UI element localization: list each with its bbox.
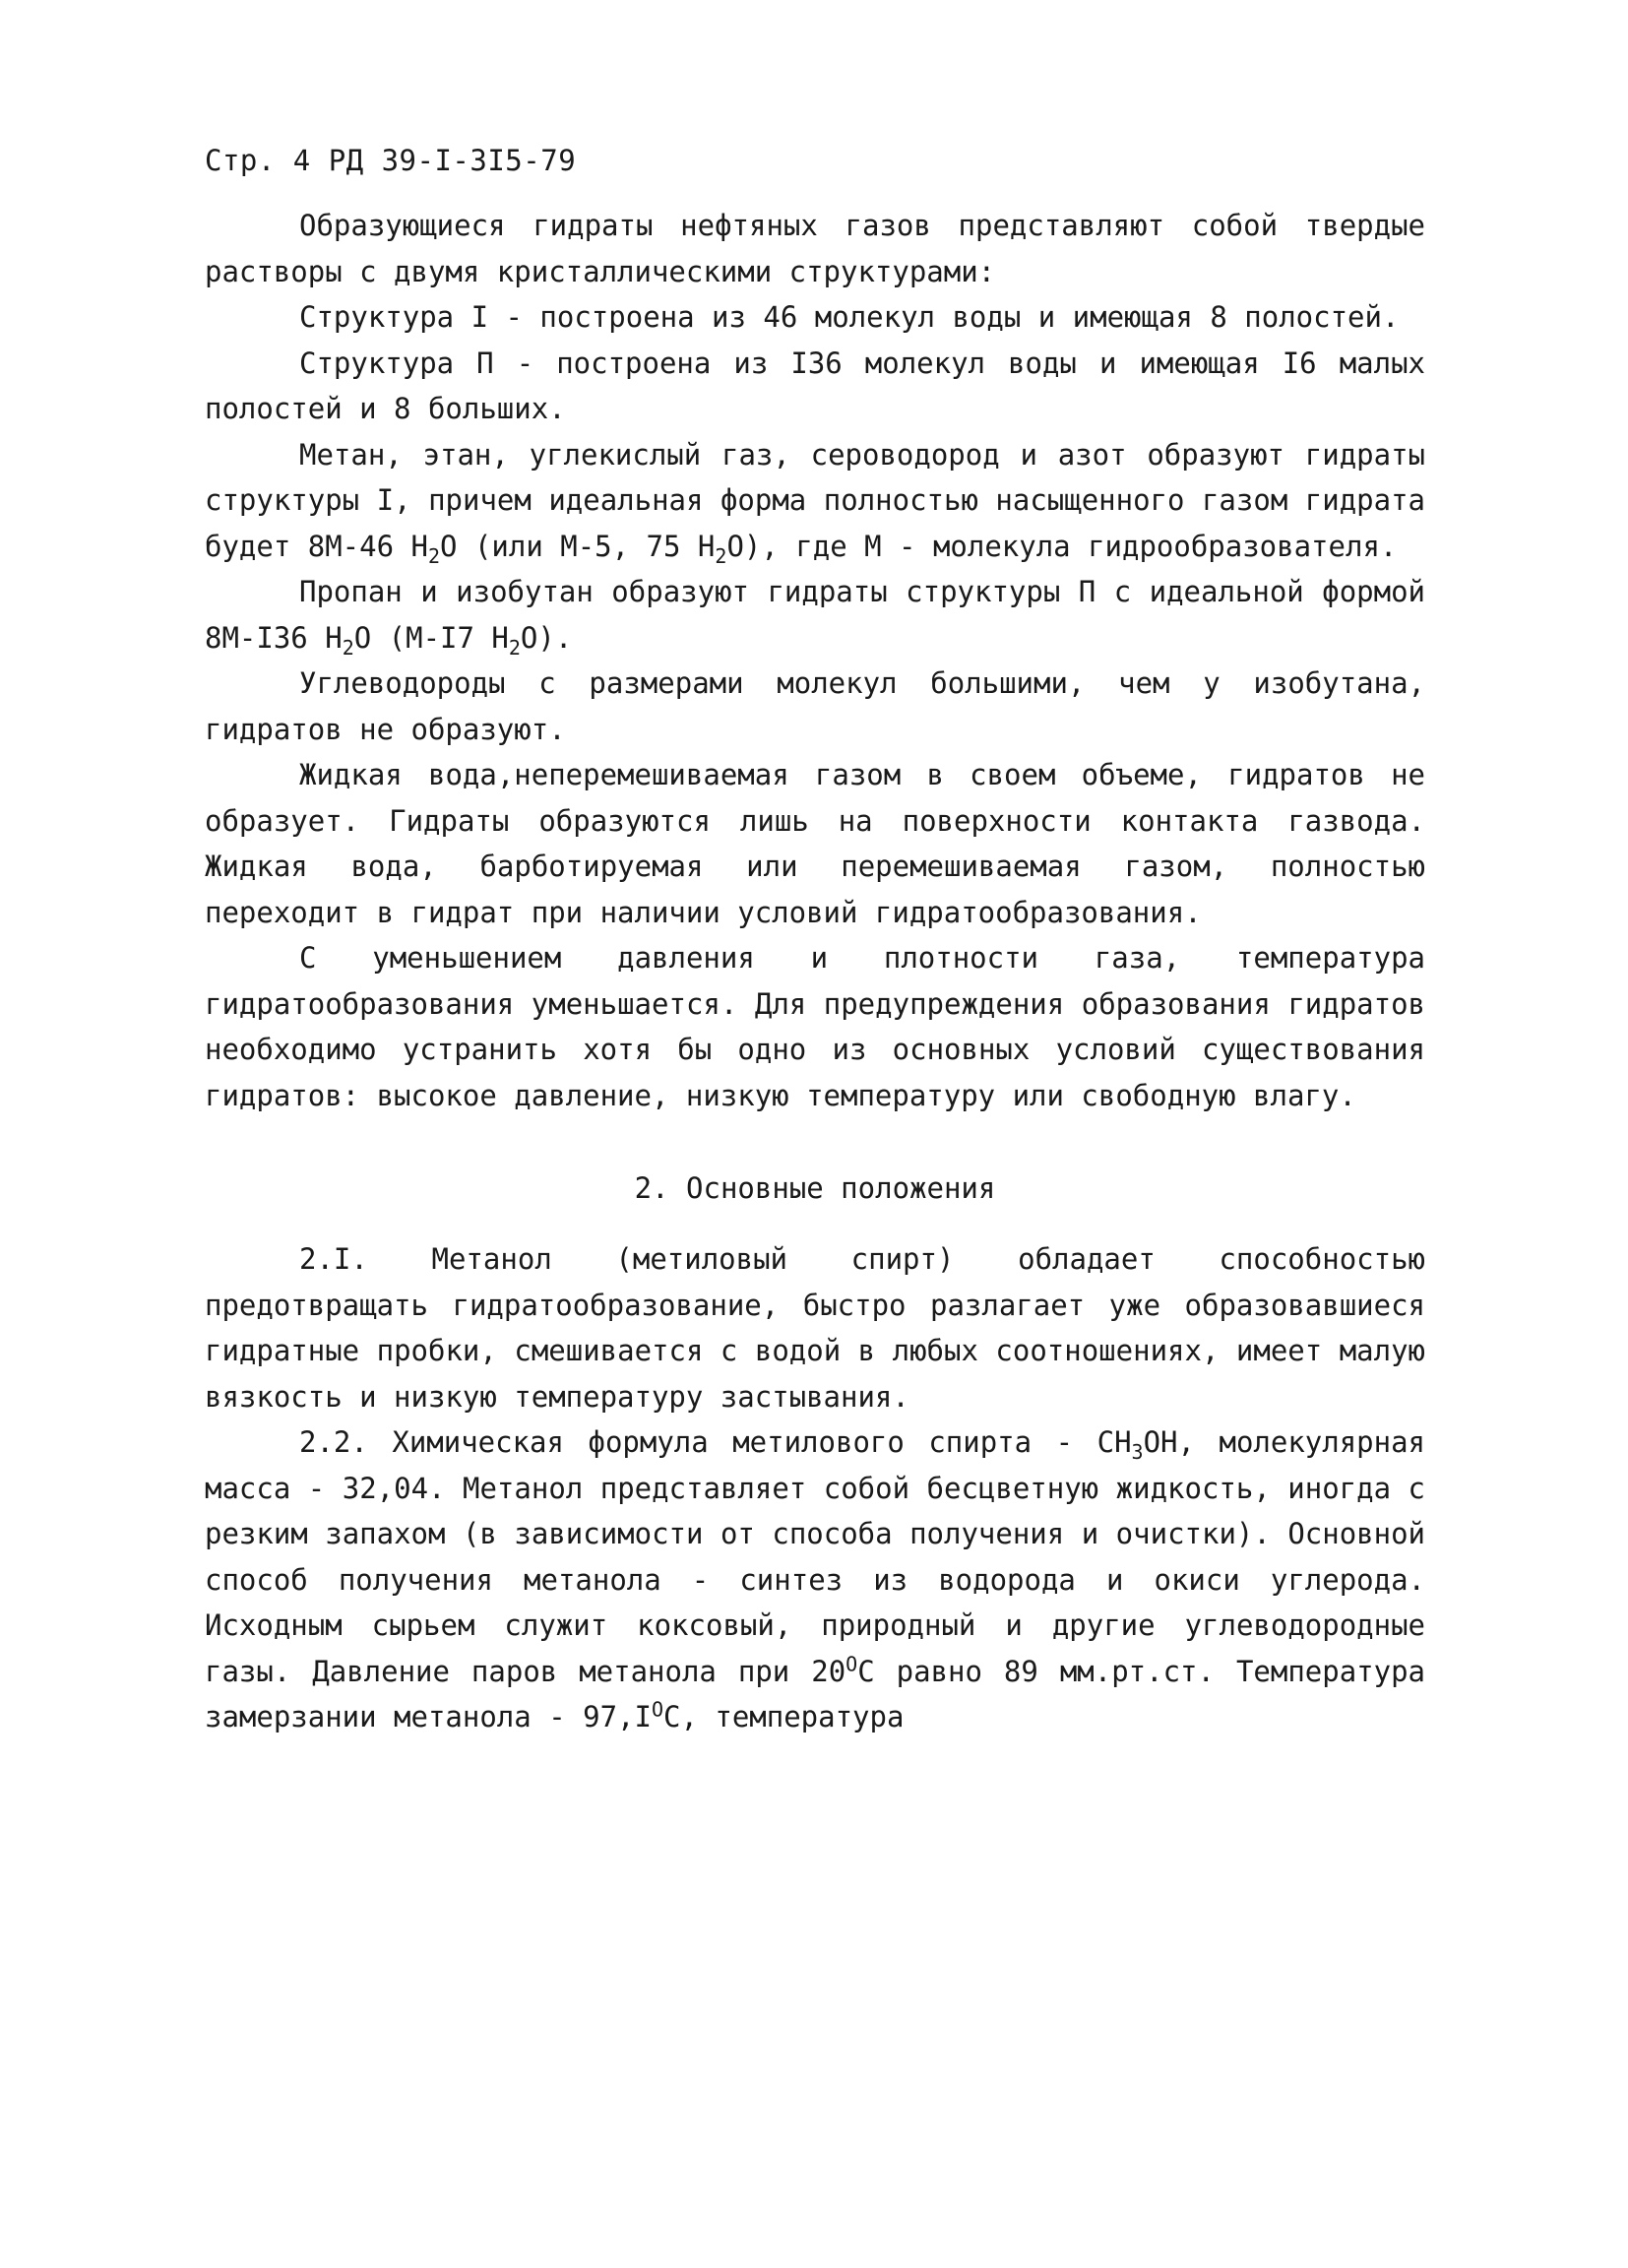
- subscript: 3: [1131, 1439, 1144, 1464]
- section-title: 2. Основные положения: [634, 1171, 996, 1205]
- paragraph-structure-2: Структура П - построена из I36 молекул воды и имеющая I6 малых полостей и 8 больших.: [205, 346, 1425, 425]
- paragraph-structure-1: Структура I - построена из 46 молекул воды и имеющая 8 полостей.: [299, 300, 1400, 334]
- text-run: Метан, этан, углекислый газ, сероводород и азот образуют гидраты структуры I, причем идеальная форма полностью насыщенного газом гидрата будет 8М-46 Н: [205, 437, 1425, 563]
- subscript: 2: [715, 543, 727, 568]
- text-run: О).: [520, 620, 573, 655]
- text-run: О), где М - молекула гидрообразователя.: [726, 529, 1398, 563]
- paragraph-2-1-methanol: 2.I. Метанол (метиловый спирт) обладает способностью предотвращать гидратообразование, быстро разлагает уже образовавшиеся гидратные пробки, смешивается с водой в любых соотношениях, имеет малую вязкость и низкую температуру застывания.: [205, 1242, 1425, 1414]
- text-run: Пропан и изобутан образуют гидраты структуры П с идеальной формой 8М-I36 Н: [205, 575, 1425, 655]
- paragraph-hydrocarbons: Углеводороды с размерами молекул большими, чем у изобутана, гидратов не образуют.: [205, 666, 1425, 746]
- paragraph-methane-ethane: [205, 432, 1425, 570]
- paragraph-liquid-water: Жидкая вода,неперемешиваемая газом в своем объеме, гидратов не образует. Гидраты образуются лишь на поверхности контакта газвода. Жидкая вода, барботируемая или перемешиваемая газом, полностью переходит в гидрат при наличии условий гидратообразования.: [205, 758, 1425, 929]
- text-run: С, температура: [663, 1700, 905, 1733]
- paragraph-2-2-formula: [205, 1419, 1425, 1740]
- text-run: С равно 89 мм.рт.ст. Температура замерзании метанола - 97,I: [205, 1654, 1425, 1733]
- text-run: О (или М-5, 75 Н: [440, 529, 716, 563]
- subscript: 2: [427, 543, 441, 568]
- text-run: 2.2. Химическая формула метилового спирта - СН: [299, 1425, 1132, 1459]
- paragraph-pressure-density: С уменьшением давления и плотности газа, температура гидратообразования уменьшается. Для предупреждения образования гидратов необходимо устранить хотя бы одно из основных условий существования гидратов: высокое давление, низкую температуру или свободную влагу.: [205, 941, 1425, 1112]
- text-run: О (М-I7 Н: [353, 620, 509, 655]
- subscript: 2: [508, 635, 521, 660]
- paragraph-hydrates-intro: Образующиеся гидраты нефтяных газов представляют собой твердые растворы с двумя кристаллическими структурами:: [205, 209, 1425, 288]
- subscript: 2: [342, 635, 354, 660]
- superscript-degree: О: [651, 1697, 663, 1722]
- paragraph-propane-isobutane: [205, 569, 1425, 661]
- page-header: Стр. 4 РД 39-I-3I5-79: [205, 144, 577, 177]
- text-run: ОН, молекулярная масса - 32,04. Метанол представляет собой бесцветную жидкость, иногда с резким запахом (в зависимости от способа получения и очистки). Основной способ получения метанола - синтез из водорода и окиси углерода. Исходным сырьем служит коксовый, природный и другие углеводородные газы. Давление паров метанола при 20: [205, 1425, 1425, 1688]
- superscript-degree: О: [845, 1651, 858, 1675]
- document-page: [205, 138, 1425, 1740]
